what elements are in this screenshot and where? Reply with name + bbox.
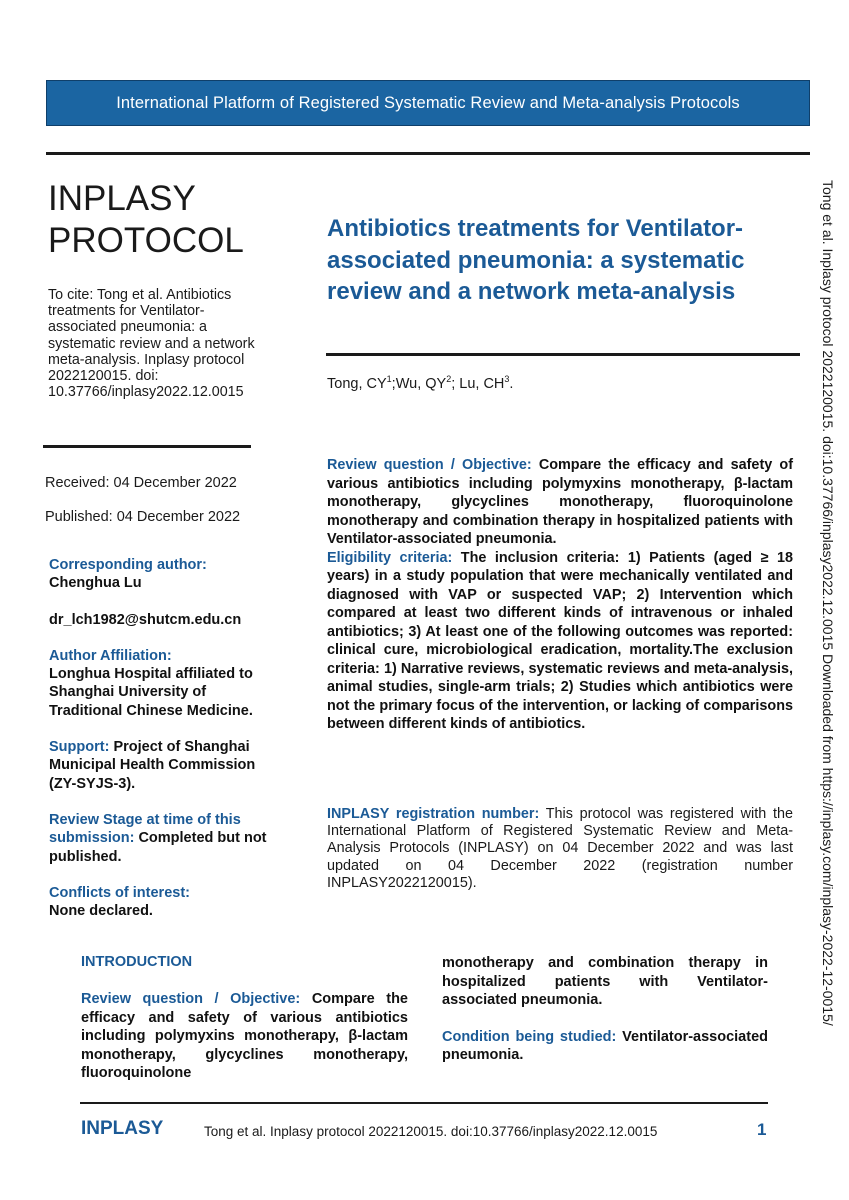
registration-block	[327, 806, 793, 892]
footer-divider	[80, 1102, 768, 1104]
objective-text: Compare the efficacy and safety of various antibiotics including polymyxins monotherapy, β-lactam monotherapy, glycyclines monotherapy, fluoroquinolone monotherapy and combination therapy in hospitalized patients with Ventilator-associated pneumonia.	[327, 457, 793, 547]
condition-block	[442, 1028, 768, 1065]
published-date: Published: 04 December 2022	[45, 509, 241, 525]
author-2-affil: 2	[446, 374, 452, 384]
protocol-brand	[48, 178, 244, 262]
intro-objective-text-right: monotherapy and combination therapy in hospitalized patients with Ventilator-associated pneumonia.	[442, 955, 768, 1008]
objective-paragraph	[327, 456, 793, 549]
intro-objective-label: Review question / Objective:	[81, 991, 301, 1007]
brand-line-1: INPLASY	[48, 179, 196, 218]
condition-text: Ventilator-associated pneumonia.	[442, 1028, 768, 1063]
author-list-end: .	[509, 375, 514, 392]
eligibility-paragraph	[327, 549, 793, 734]
page-number: 1	[757, 1120, 767, 1139]
condition-label: Condition being studied:	[442, 1028, 617, 1045]
citation-text: To cite: Tong et al. Antibiotics treatments for Ventilator-associated pneumonia: a systematic review and a network meta-analysis. Inplasy protocol 2022120015. doi: 10.37766/inplasy2022.12.0015	[48, 287, 255, 401]
author-1-affil: 1	[386, 374, 392, 384]
banner-text: International Platform of Registered Systematic Review and Meta-analysis Protocols	[116, 93, 740, 112]
review-stage-block	[49, 811, 281, 866]
support-text: Project of Shanghai Municipal Health Commission (ZY-SYJS-3).	[49, 739, 256, 792]
author-email[interactable]: dr_lch1982@shutcm.edu.cn	[49, 611, 242, 628]
registration-label: INPLASY registration number:	[327, 806, 540, 822]
eligibility-label: Eligibility criteria:	[327, 549, 453, 566]
footer-brand: INPLASY	[81, 1118, 164, 1139]
author-list	[327, 374, 513, 392]
introduction-heading: INTRODUCTION	[81, 954, 193, 970]
abstract-block	[327, 456, 793, 734]
registration-text: This protocol was registered with the International Platform of Registered Systematic Review and Meta-Analysis Protocols (INPLASY) on 04 December 2022 and was last updated on 04 December 2022 (registration number INPLASY2022120015).	[327, 806, 793, 891]
introduction-left-column	[81, 990, 408, 1083]
platform-banner	[46, 80, 810, 126]
author-1: Tong, CY	[327, 375, 387, 392]
affiliation-text: Longhua Hospital affiliated to Shanghai University of Traditional Chinese Medicine.	[49, 666, 253, 719]
intro-objective-text-left: Compare the efficacy and safety of various antibiotics including polymyxins monotherapy, β-lactam monotherapy, glycyclines monotherapy, fluoroquinolone	[81, 991, 409, 1081]
author-3: ; Lu, CH	[451, 375, 505, 392]
objective-label: Review question / Objective:	[327, 457, 532, 473]
footer-citation: Tong et al. Inplasy protocol 2022120015. doi:10.37766/inplasy2022.12.0015	[204, 1124, 658, 1139]
author-info-column	[49, 556, 281, 920]
corresponding-author-name: Chenghua Lu	[49, 575, 142, 592]
affiliation-label: Author Affiliation:	[49, 647, 172, 664]
top-divider	[46, 152, 810, 155]
side-download-note[interactable]: Tong et al. Inplasy protocol 2022120015. doi:10.37766/inplasy2022.12.0015 Downloaded from https://inplasy.com/inplasy-2022-12-0015/	[820, 180, 836, 1026]
eligibility-text: The inclusion criteria: 1) Patients (aged ≥ 18 years) in a study population that were mechanically ventilated and diagnosed with VAP or suspected VAP; 2) Intervention which compared at least two different kinds of intravenous or inhaled antibiotics; 3) At least one of the following outcomes was reported: clinical cure, microbiological eradication, mortality.The exclusion criteria: 1) Narrative reviews, systematic reviews and meta-analysis, animal studies, single-arm trials; 2) Studies which antibiotics were not the primary focus of the intervention, or lacking of comparisons between different kinds of antibiotics.	[327, 549, 793, 732]
author-2: ;Wu, QY	[391, 375, 447, 392]
received-date: Received: 04 December 2022	[45, 475, 237, 491]
left-divider	[43, 445, 251, 448]
review-stage-label: Review Stage at time of this submission:	[49, 811, 241, 847]
review-stage-text: Completed but not published.	[49, 830, 267, 865]
brand-line-2: PROTOCOL	[48, 221, 244, 260]
conflicts-text: None declared.	[49, 903, 153, 920]
support-block	[49, 738, 281, 793]
introduction-right-column	[442, 954, 768, 1065]
author-3-affil: 3	[504, 374, 510, 384]
conflicts-label: Conflicts of interest:	[49, 884, 190, 901]
corresponding-author-label: Corresponding author:	[49, 557, 207, 573]
title-divider	[326, 353, 800, 356]
paper-title: Antibiotics treatments for Ventilator-associated pneumonia: a systematic review and a network meta-analysis	[327, 215, 745, 305]
support-label: Support:	[49, 739, 110, 756]
